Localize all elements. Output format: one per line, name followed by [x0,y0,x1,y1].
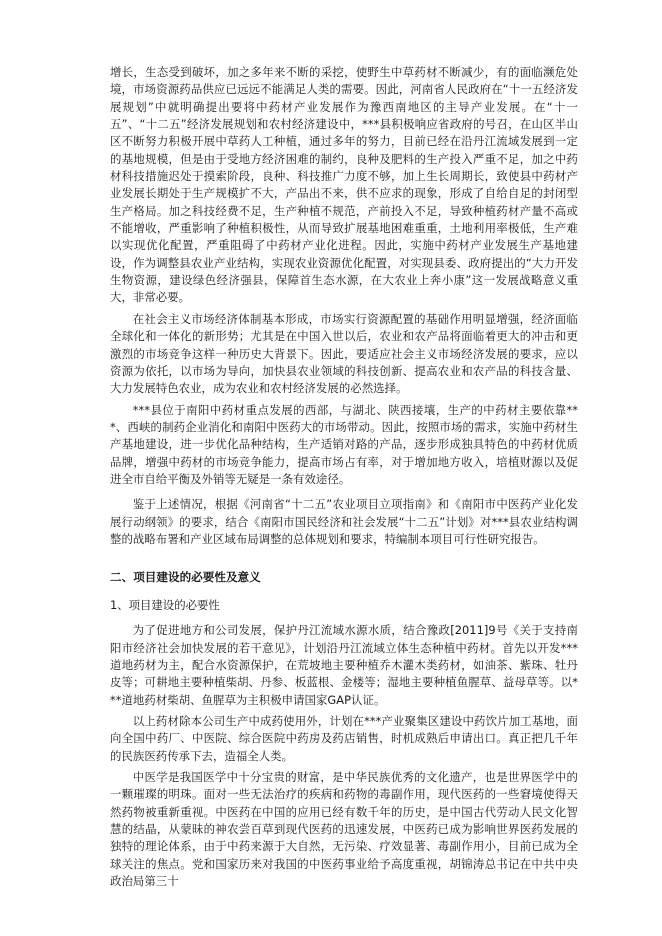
subsection-heading: 1、项目建设的必要性 [110,598,220,613]
body-paragraph: 为了促进地方和公司发展，保护丹江流域水源水质，结合豫政[2011]9号《关于支持南阳市经济社会加快发展的若干意见》，计划沿丹江流域立体生态种植中药材。首先以开发***道地药材为主，配合水资源保护，在荒坡地主要种植乔木灌木类药材，如油茶、紫珠、牡丹皮等；可耕地主要种植柴胡、丹参、板蓝根、金楼等；湿地主要种植鱼腥草、益母草等。以***道地药材柴胡、鱼腥草为主积极申请国家GAP认证。 [110,623,578,707]
body-paragraph: 中医学是我国医学中十分宝贵的财富，是中华民族优秀的文化遗产，也是世界医学中的一颗璀璨的明珠。面对一些无法治疗的疾病和药物的毒副作用，现代医药的一些窘境使得天然药物被重新重视。中医药在中国的应用已经有数千年的历史，是中国古代劳动人民文化智慧的结晶，从蒙昧的神农尝百草到现代医药的迅速发展，中医药已成为影响世界医药发展的独特的理论体系，由于中药来源于大自然，无污染、疗效显著、毒副作用小，目前已成为全球关注的焦点。党和国家历来对我国的中医药事业给予高度重视，胡锦涛总书记在中共中央政治局第三十 [110,770,578,889]
heading-gap [110,586,578,590]
paragraph-gap [110,548,578,558]
body-paragraph: 增长，生态受到破坏，加之多年来不断的采挖，使野生中草药材不断减少，有的面临濒危处境，市场资源药品供应已远远不能满足人类的需要。因此，河南省人民政府在“十一五经济发展规划”中就明确提出要将中药材产业发展作为豫西南地区的主导产业发展。在“十一五”、“十二五”经济发展规划和农村经济建设中，***县积极响应省政府的号召，在山区半山区不断努力积极开展中草药人工种植，通过多年的努力，目前已经在沿丹江流域发展到一定的基地规模，但是由于受地方经济困难的制约，良种及肥料的生产投入严重不足，加之中药材科技措施迟处于摸索阶段，良种、科技推广力度不够，加上生长周期长，致使县中药材产业发展长期处于生产规模扩不大，产品出不来，供不应求的现象，形成了自给自足的封闭型生产格局。加之科技经费不足，生产种植不规范，产前投入不足，导致种植药材产量不高或不能增收，严重影响了种植积极性，从而导致扩展基地困难重重，土地利用率极低，生产难以实现优化配置，严重阻碍了中药材产业化进程。因此，实施中药材产业发展生产基地建设，作为调整县农业产业结构，实现农业资源优化配置，对实现县委、政府提出的“大力开发生物资源，建设绿色经济强县，保障首生态水源，在大农业上奔小康”这一发展战略意义重大，非常必要。 [110,65,578,305]
heading-gap [110,614,578,622]
body-paragraph: 在社会主义市场经济体制基本形成，市场实行资源配置的基础作用明显增强，经济面临全球化和一体化的新形势；尤其是在中国入世以后，农业和农产品将面临着更大的冲击和更激烈的市场竞争这样一种历史大背景下。因此，要适应社会主义市场经济发展的要求，应以资源为依托，以市场为导向，加快县农业领域的科技创新、提高农业和农产品的科技含量、大力发展特色农业，成为农业和农村经济发展的必然选择。 [110,311,578,396]
body-paragraph: 鉴于上述情况，根据《河南省“十二五”农业项目立项指南》和《南阳市中医药产业化发展行动纲领》的要求，结合《南阳市国民经济和社会发展“十二五”计划》对***县农业结构调整的战略布署和产业区域布局调整的总体规划和要求，特编制本项目可行性研究报告。 [110,497,578,546]
section-heading: 二、项目建设的必要性及意义 [110,570,261,585]
body-paragraph: 以上药材除本公司生产中成药使用外，计划在***产业聚集区建设中药饮片加工基地，面向全国中药厂、中医院、综合医院中药房及药店销售，时机成熟后申请出口。真正把几千年的民族医药传承下去，造福全人类。 [110,714,578,763]
paragraph-gap [110,488,578,496]
body-paragraph: ***县位于南阳中药材重点发展的西部，与湖北、陕西接壤，生产的中药材主要依靠***、西峡的制药企业消化和南阳中医药大的市场带动。因此，按照市场的需求，实施中药材生产基地建设，进一步优化品种结构，生产适销对路的产品，逐步形成独具特色的中药材优质品牌，增强中药材的市场竞争能力，提高市场占有率，对于增加地方收入，培植财源以及促进全市自给平衡及外销等无疑是一条有效途径。 [110,402,578,486]
